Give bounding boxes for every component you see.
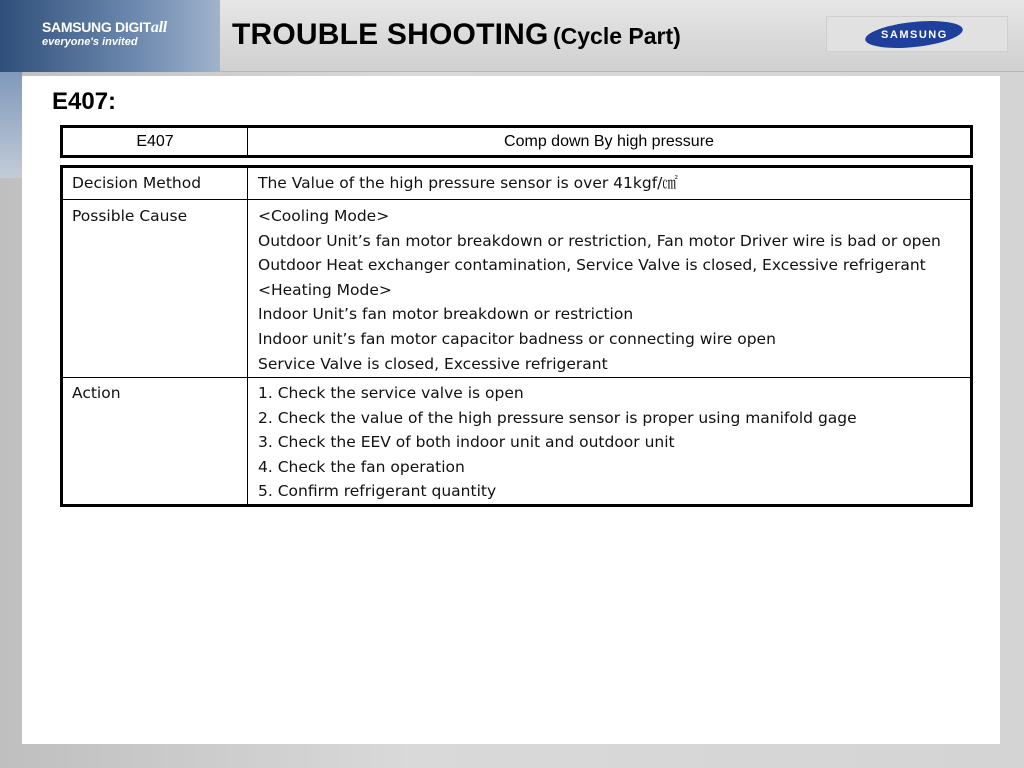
summary-table (60, 125, 973, 158)
cause-line: Indoor Unit’s fan motor breakdown or restriction (258, 305, 634, 324)
action-step: 2. Check the value of the high pressure sensor is proper using manifold gage (258, 408, 857, 427)
summary-code: E407 (63, 128, 248, 155)
troubleshooting-table (60, 165, 973, 507)
cause-line: Outdoor Unit’s fan motor breakdown or restriction, Fan motor Driver wire is bad or open (258, 231, 941, 250)
cause-line: Indoor unit’s fan motor capacitor badness or connecting wire open (258, 329, 776, 348)
title-sub: (Cycle Part) (552, 23, 681, 49)
action-step: 4. Check the fan operation (258, 457, 465, 476)
table-row-action (63, 378, 970, 504)
decision-label: Decision Method (63, 168, 248, 199)
decision-line: The Value of the high pressure sensor is over 41kgf/㎠ (258, 174, 678, 192)
brand-line1: SAMSUNG DIGITall (42, 19, 167, 36)
samsung-logo-box (826, 16, 1008, 52)
decision-value (248, 168, 970, 199)
cause-line: Service Valve is closed, Excessive refrigerant (258, 354, 608, 373)
cause-line: <Heating Mode> (258, 280, 392, 299)
action-label: Action (63, 378, 248, 504)
samsung-logo-text: SAMSUNG (880, 28, 948, 41)
summary-description: Comp down By high pressure (504, 132, 714, 150)
cause-line: Outdoor Heat exchanger contamination, Service Valve is closed, Excessive refrigerant (258, 256, 926, 275)
samsung-digitall-logo (42, 20, 167, 48)
samsung-logo (864, 17, 964, 52)
table-row-cause (63, 200, 970, 378)
title-main: TROUBLE SHOOTING (232, 18, 549, 51)
page-title (232, 18, 681, 52)
cause-value (248, 200, 970, 377)
brand-tagline: everyone's invited (42, 36, 138, 48)
action-step: 5. Confirm refrigerant quantity (258, 482, 497, 501)
table-row-decision (63, 168, 970, 200)
cause-line: <Cooling Mode> (258, 207, 390, 225)
action-value (248, 378, 970, 504)
action-step: 3. Check the EEV of both indoor unit and outdoor unit (258, 433, 675, 452)
error-code-heading: E407: (52, 88, 117, 115)
cause-label: Possible Cause (63, 200, 248, 377)
left-accent-strip (0, 72, 22, 178)
action-step: 1. Check the service valve is open (258, 384, 524, 402)
